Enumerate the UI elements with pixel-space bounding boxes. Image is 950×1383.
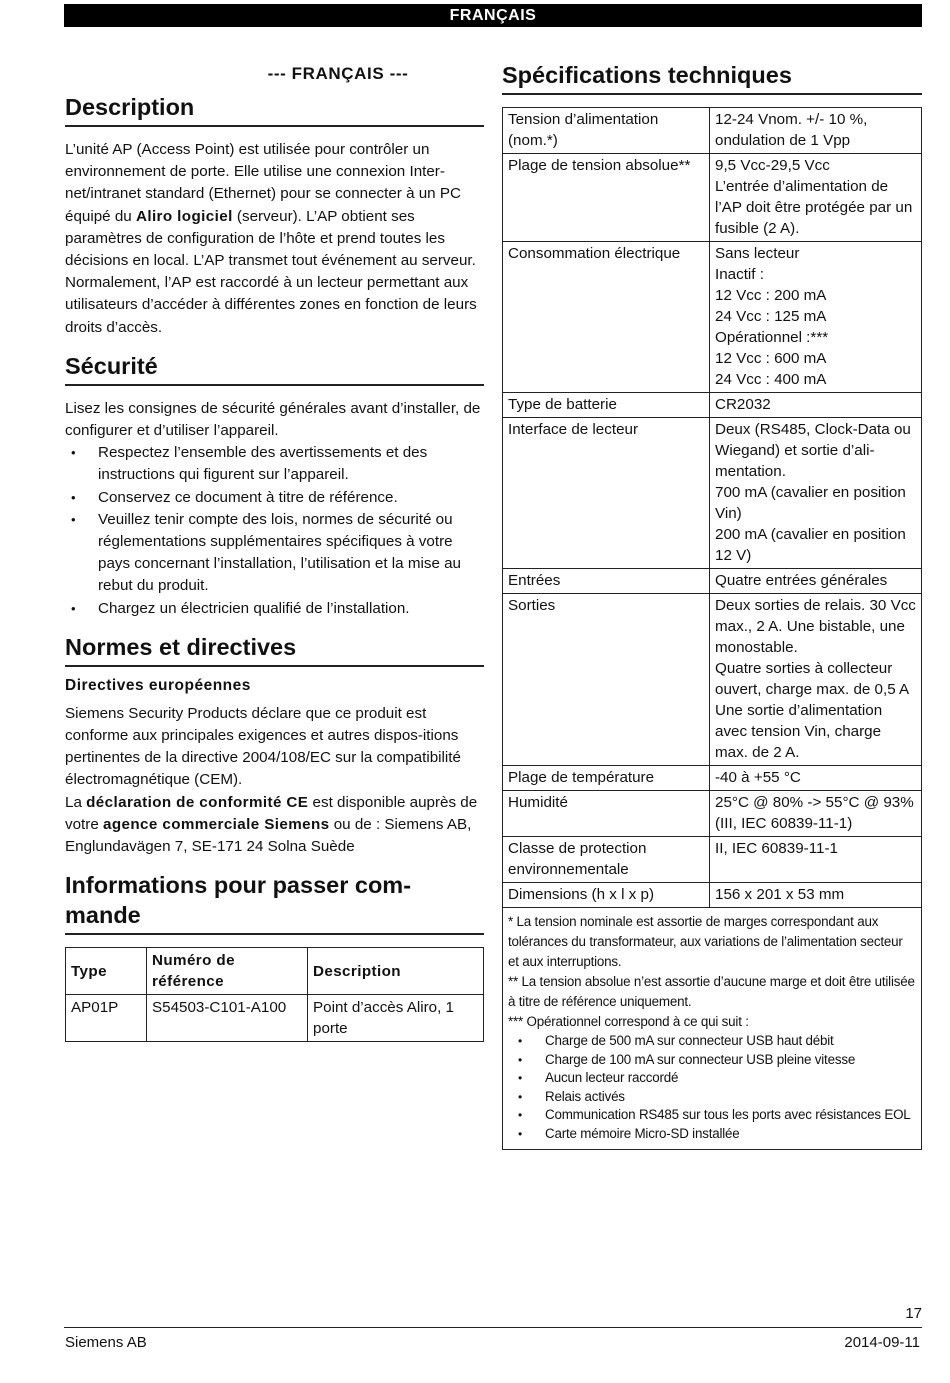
spec-value: -40 à +55 °C <box>710 766 922 791</box>
spec-key: Tension d’alimentation (nom.*) <box>503 108 710 154</box>
ordering-cell: S54503-C101-A100 <box>147 995 308 1042</box>
spec-value: Deux sorties de relais. 30 Vcc max., 2 A. Une bistable, une monostable. Quatre sorties à collecteur ouvert, charge max. de 0,5 A Une sortie d’alimentation avec tension Vin, charge max. de 2 A. <box>710 594 922 766</box>
specs-row <box>503 594 922 766</box>
security-item: • Conservez ce document à titre de référence. <box>65 487 484 509</box>
description-bold-software: Aliro logiciel <box>135 207 233 225</box>
right-column <box>502 60 922 1150</box>
security-item: • Respectez l’ensemble des avertissements et des instructions qui figurent sur l’appareil. <box>65 442 484 486</box>
description-text-b: (serveur). L’AP obtient ses paramètres de configuration de l’hôte et prend toutes les décisions en local. L’AP transmet tout événement au serveur. <box>65 207 476 270</box>
norms-heading: Normes et directives <box>65 632 484 667</box>
specs-table <box>502 107 922 908</box>
spec-value: 156 x 201 x 53 mm <box>710 883 922 908</box>
spec-value: Sans lecteur Inactif : 12 Vcc : 200 mA 24 Vcc : 125 mA Opérationnel :*** 12 Vcc : 600 mA 24 Vcc : 400 mA <box>710 242 922 393</box>
spec-value: 12-24 Vnom. +/- 10 %, ondulation de 1 Vpp <box>710 108 922 154</box>
specs-row <box>503 242 922 393</box>
footer-divider <box>64 1327 922 1328</box>
norms-bold-declaration: déclaration de conformité CE <box>86 793 309 811</box>
description-section <box>65 92 484 339</box>
ordering-cell: Point d’accès Aliro, 1 porte <box>308 995 484 1042</box>
spec-key: Interface de lecteur <box>503 418 710 569</box>
ordering-header-cell: Numéro de référence <box>147 948 308 995</box>
operational-item: • Relais activés <box>508 1088 916 1107</box>
footnote-nominal: * La tension nominale est assortie de marges correspondant aux tolérances du transformateur, aux variations de l’alimentation secteur et aux interruptions. <box>508 914 903 969</box>
spec-key: Humidité <box>503 791 710 837</box>
norms-bold-agency: agence commerciale Siemens <box>102 815 330 833</box>
left-column <box>65 60 484 1042</box>
spec-key: Plage de température <box>503 766 710 791</box>
security-intro: Lisez les consignes de sécurité générales avant d’installer, de configurer et d’utiliser l’appareil. <box>65 399 481 440</box>
spec-value: CR2032 <box>710 393 922 418</box>
ordering-row <box>66 995 484 1042</box>
description-paragraph-2: Normalement, l’AP est raccordé à un lecteur permettant aux utilisateurs d’accéder à différentes zones en fonction de leurs droits d’accès. <box>65 274 477 336</box>
specs-row <box>503 418 922 569</box>
specs-heading: Spécifications techniques <box>502 60 922 95</box>
language-marker: --- FRANÇAIS --- <box>267 64 409 83</box>
spec-key: Entrées <box>503 569 710 594</box>
specs-row <box>503 766 922 791</box>
ordering-header-cell: Description <box>308 948 484 995</box>
security-item: • Veuillez tenir compte des lois, normes de sécurité ou réglementations supplémentaires spécifiques à votre pays concernant l’installation, l’utilisation et la mise au rebut du produit. <box>65 509 484 598</box>
footnote-absolute: ** La tension absolue n’est assortie d’aucune marge et doit être utilisée à titre de référence uniquement. <box>508 974 915 1009</box>
spec-value: II, IEC 60839-11-1 <box>710 837 922 883</box>
description-paragraph-1 <box>65 139 484 272</box>
specs-row <box>503 837 922 883</box>
operational-item: • Carte mémoire Micro-SD installée <box>508 1125 916 1144</box>
ordering-header-row <box>66 948 484 995</box>
operational-item: • Aucun lecteur raccordé <box>508 1069 916 1088</box>
footnote-operational: *** Opérationnel correspond à ce qui suit : <box>508 1014 749 1029</box>
spec-value: 25°C @ 80% -> 55°C @ 93% (III, IEC 60839-11-1) <box>710 791 922 837</box>
spec-value: Quatre entrées générales <box>710 569 922 594</box>
page-number: 17 <box>905 1305 922 1322</box>
norms-text-a: La <box>65 793 87 811</box>
specs-row <box>503 108 922 154</box>
ordering-header-cell: Type <box>66 948 147 995</box>
spec-key: Type de batterie <box>503 393 710 418</box>
operational-item: • Charge de 100 mA sur connecteur USB pleine vitesse <box>508 1051 916 1070</box>
footer-company: Siemens AB <box>65 1334 147 1351</box>
norms-section <box>65 632 484 858</box>
operational-item: • Charge de 500 mA sur connecteur USB haut débit <box>508 1032 916 1051</box>
spec-key: Sorties <box>503 594 710 766</box>
specs-row <box>503 569 922 594</box>
specs-row <box>503 791 922 837</box>
norms-text-c: ou de : Siemens AB, Englundavägen 7, SE-171 24 Solna Suède <box>65 815 472 856</box>
spec-value: Deux (RS485, Clock-Data ou Wiegand) et sortie d’ali-mentation. 700 mA (cavalier en position Vin) 200 mA (cavalier en position 12 V) <box>710 418 922 569</box>
ordering-cell: AP01P <box>66 995 147 1042</box>
spec-key: Dimensions (h x l x p) <box>503 883 710 908</box>
security-item: • Chargez un électricien qualifié de l’installation. <box>65 598 484 620</box>
language-header-text: FRANÇAIS <box>449 7 537 24</box>
security-section <box>65 351 484 620</box>
norms-paragraph-1: Siemens Security Products déclare que ce produit est conforme aux principales exigences et autres dispos-itions pertinentes de la directive 2004/108/EC sur la compatibilité électromagnétique (CEM). <box>65 704 461 789</box>
spec-key: Plage de tension absolue** <box>503 154 710 242</box>
security-list <box>65 442 484 620</box>
spec-key: Consommation électrique <box>503 242 710 393</box>
specs-row <box>503 883 922 908</box>
norms-subheading: Directives européennes <box>65 676 251 694</box>
footer-date: 2014-09-11 <box>844 1334 920 1351</box>
ordering-section <box>65 870 484 1042</box>
operational-list <box>508 1032 916 1143</box>
spec-key: Classe de protection environnementale <box>503 837 710 883</box>
description-text-a: L’unité AP (Access Point) est utilisée pour contrôler un environnement de porte. Elle utilise une connexion Inter-net/intranet standard (Ethernet) pour se connecter à un PC équipé du <box>65 141 461 225</box>
norms-text-b: est disponible auprès de votre <box>65 793 478 833</box>
norms-paragraph-2 <box>65 792 484 859</box>
language-header-bar <box>64 4 922 27</box>
description-heading: Description <box>65 92 484 127</box>
spec-value: 9,5 Vcc-29,5 Vcc L’entrée d’alimentation de l’AP doit être protégée par un fusible (2 A). <box>710 154 922 242</box>
ordering-table <box>65 947 484 1042</box>
specs-row <box>503 154 922 242</box>
operational-item: • Communication RS485 sur tous les ports avec résistances EOL <box>508 1106 916 1125</box>
specs-row <box>503 393 922 418</box>
specs-footnotes <box>502 908 922 1150</box>
security-heading: Sécurité <box>65 351 484 386</box>
ordering-heading: Informations pour passer com-mande <box>65 870 484 935</box>
